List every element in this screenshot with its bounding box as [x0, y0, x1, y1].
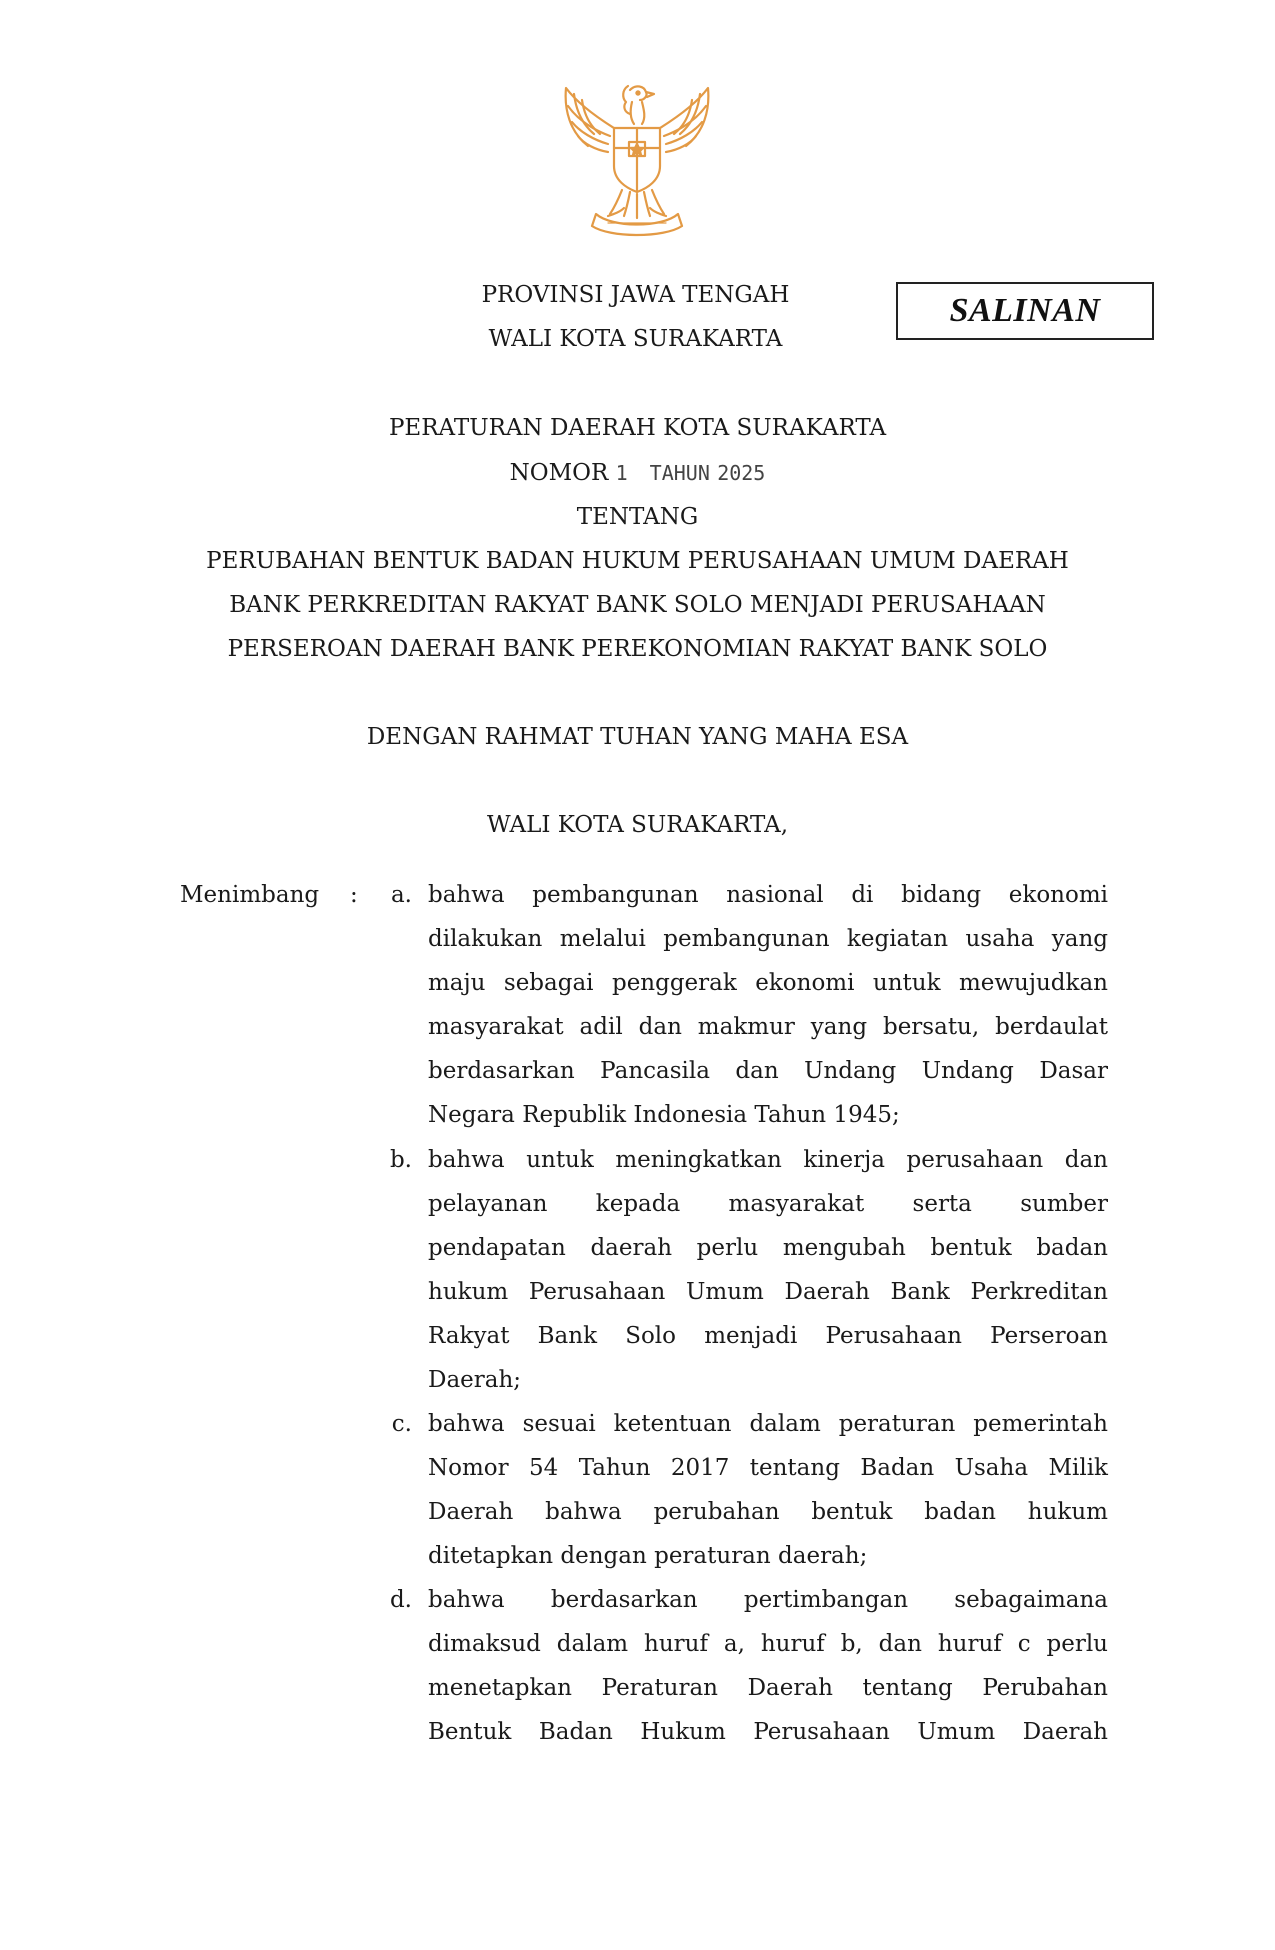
tahun-value: 2025: [717, 461, 766, 485]
item-a-line-2: dilakukan melalui pembangunan kegiatan usaha yang: [428, 926, 1108, 952]
item-d-line-3: menetapkan Peraturan Daerah tentang Perubahan: [428, 1675, 1108, 1701]
item-c-line-1: bahwa sesuai ketentuan dalam peraturan pemerintah: [428, 1411, 1108, 1437]
copy-stamp-label: SALINAN: [949, 292, 1101, 329]
copy-stamp-box: [896, 282, 1154, 340]
menimbang-colon: :: [350, 882, 358, 908]
item-b-line-5: Rakyat Bank Solo menjadi Perusahaan Perseroan: [428, 1323, 1108, 1349]
item-d-line-2: dimaksud dalam huruf a, huruf b, dan huruf c perlu: [428, 1631, 1108, 1657]
item-marker-d: d.: [389, 1587, 412, 1613]
menimbang-label: Menimbang: [180, 882, 320, 908]
item-a-line-3: maju sebagai penggerak ekonomi untuk mewujudkan: [428, 970, 1108, 996]
regulation-title: PERATURAN DAERAH KOTA SURAKARTA: [388, 415, 887, 441]
office-heading: WALI KOTA SURAKARTA: [488, 326, 783, 352]
nomor-value: 1: [615, 461, 628, 485]
item-b-line-6: Daerah;: [428, 1367, 522, 1393]
nomor-label: NOMOR: [509, 460, 609, 486]
item-marker-b: b.: [389, 1147, 412, 1173]
item-b-line-3: pendapatan daerah perlu mengubah bentuk badan: [428, 1235, 1108, 1261]
blessing-line: DENGAN RAHMAT TUHAN YANG MAHA ESA: [366, 724, 909, 750]
item-c-line-2: Nomor 54 Tahun 2017 tentang Badan Usaha Milik: [428, 1455, 1108, 1481]
item-a-line-1: bahwa pembangunan nasional di bidang ekonomi: [428, 882, 1108, 908]
subject-line-3: PERSEROAN DAERAH BANK PEREKONOMIAN RAKYAT BANK SOLO: [227, 636, 1048, 662]
item-b-line-1: bahwa untuk meningkatkan kinerja perusahaan dan: [428, 1147, 1108, 1173]
garuda-emblem-icon: [552, 80, 722, 240]
item-d-line-1: bahwa berdasarkan pertimbangan sebagaimana: [428, 1587, 1108, 1613]
item-a-line-4: masyarakat adil dan makmur yang bersatu, berdaulat: [428, 1014, 1108, 1040]
item-marker-a: a.: [390, 882, 412, 908]
tentang-heading: TENTANG: [576, 504, 699, 530]
item-d-line-4: Bentuk Badan Hukum Perusahaan Umum Daerah: [428, 1719, 1108, 1745]
item-c-line-3: Daerah bahwa perubahan bentuk badan hukum: [428, 1499, 1108, 1525]
tahun-label: TAHUN: [649, 461, 710, 485]
subject-line-1: PERUBAHAN BENTUK BADAN HUKUM PERUSAHAAN UMUM DAERAH: [206, 548, 1069, 574]
addressee-line: WALI KOTA SURAKARTA,: [486, 812, 789, 838]
province-heading: PROVINSI JAWA TENGAH: [481, 282, 790, 308]
regulation-number-line: [0, 458, 1275, 488]
item-b-line-4: hukum Perusahaan Umum Daerah Bank Perkreditan: [428, 1279, 1108, 1305]
item-a-line-6: Negara Republik Indonesia Tahun 1945;: [428, 1102, 900, 1128]
item-b-line-2: pelayanan kepada masyarakat serta sumber: [428, 1191, 1108, 1217]
item-marker-c: c.: [391, 1411, 412, 1437]
item-a-line-5: berdasarkan Pancasila dan Undang Undang Dasar: [428, 1058, 1108, 1084]
item-c-line-4: ditetapkan dengan peraturan daerah;: [428, 1543, 868, 1569]
subject-line-2: BANK PERKREDITAN RAKYAT BANK SOLO MENJADI PERUSAHAAN: [229, 592, 1046, 618]
